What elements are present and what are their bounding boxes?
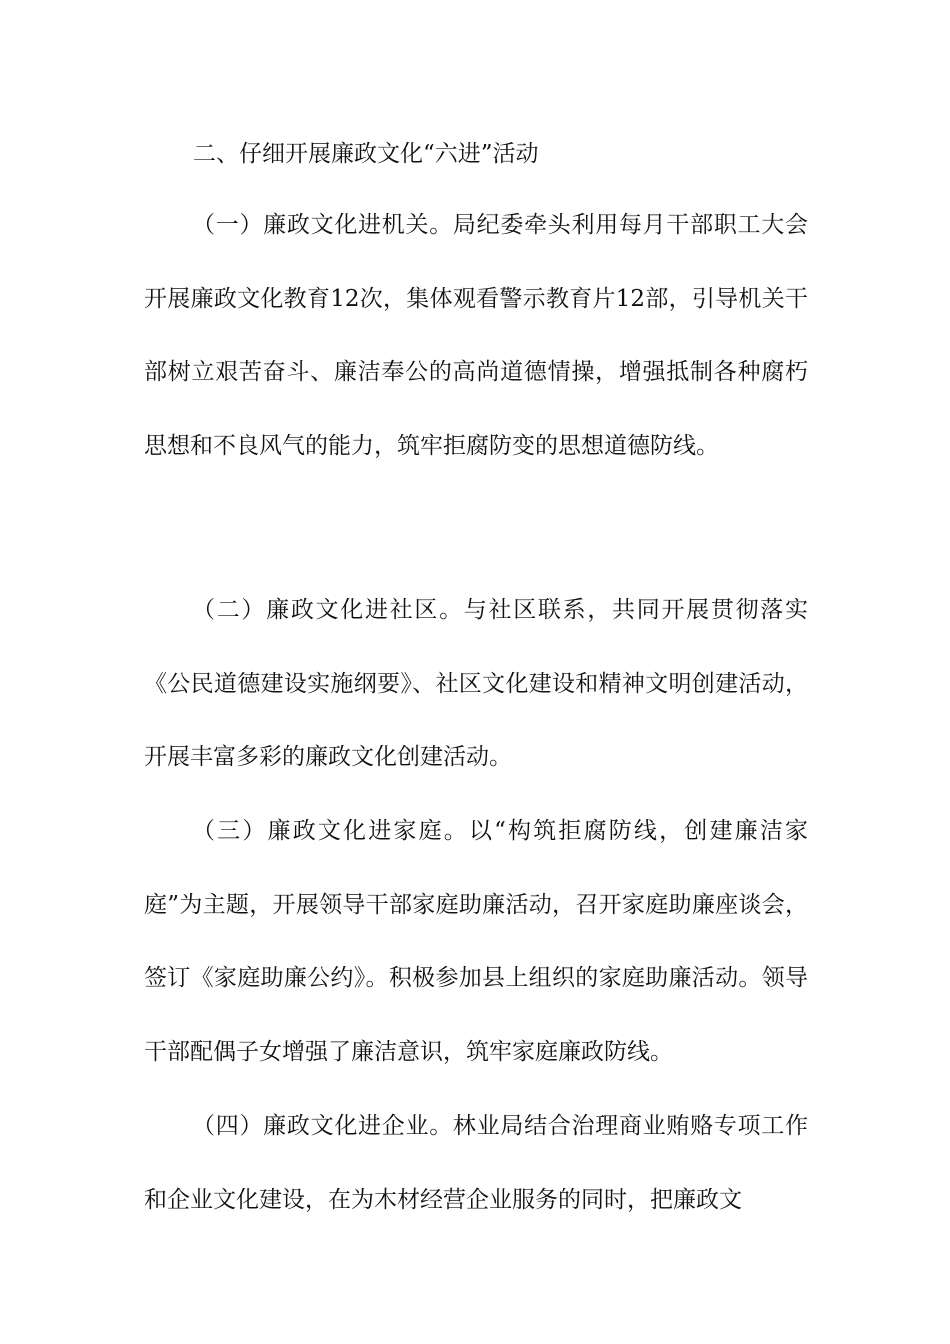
paragraph-family: （三）廉政文化进家庭。以“构筑拒腐防线，创建廉洁家庭”为主题，开展领导干部家庭助廉活动，召开家庭助廉座谈会，签订《家庭助廉公约》。积极参加县上组织的家庭助廉活动。领导干部配偶子女增强了廉洁意识，筑牢家庭廉政防线。 [144, 818, 808, 1066]
paragraph-enterprise: （四）廉政文化进企业。林业局结合治理商业贿赂专项工作和企业文化建设，在为木材经营企业服务的同时，把廉政文 [144, 1113, 808, 1213]
section-heading: 二、仔细开展廉政文化“六进”活动 [193, 141, 539, 167]
paragraph-community: （二）廉政文化进社区。与社区联系，共同开展贯彻落实《公民道德建设实施纲要》、社区文化建设和精神文明创建活动，开展丰富多彩的廉政文化创建活动。 [144, 597, 808, 771]
paragraph-government-agencies: （一）廉政文化进机关。局纪委牵头利用每月干部职工大会开展廉政文化教育12次，集体观看警示教育片12部，引导机关干部树立艰苦奋斗、廉洁奉公的高尚道德情操，增强抵制各种腐朽思想和不良风气的能力，筑牢拒腐防变的思想道德防线。 [144, 212, 808, 460]
